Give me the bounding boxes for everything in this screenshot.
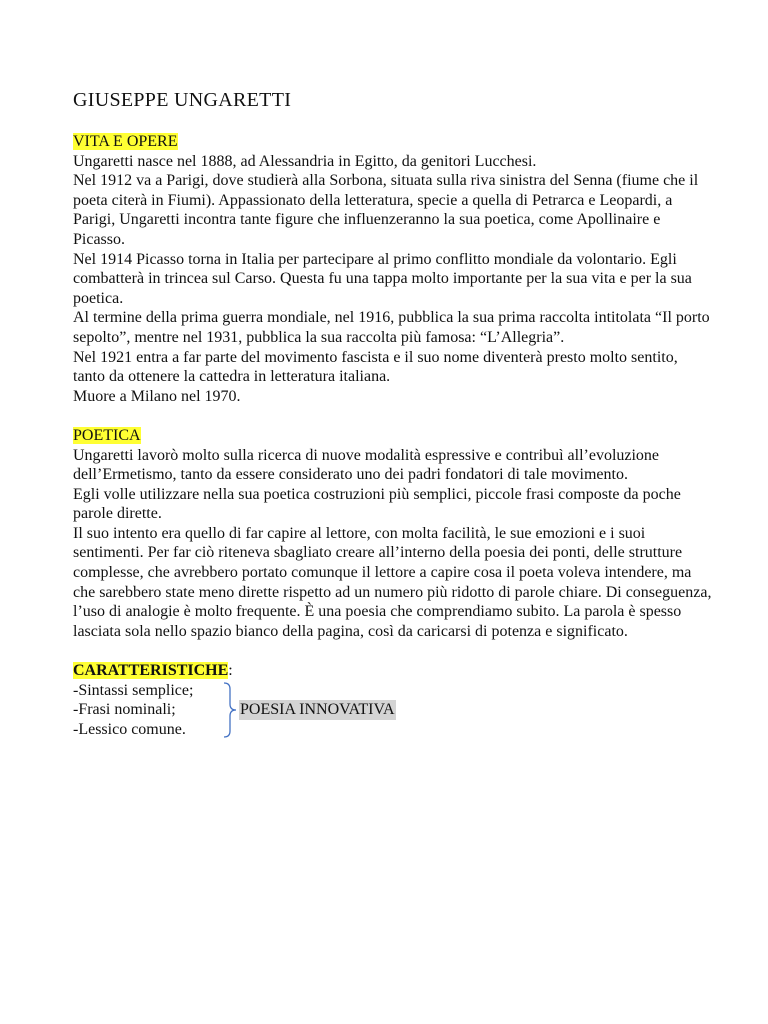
document-title: GIUSEPPE UNGARETTI bbox=[73, 89, 292, 111]
paragraph: Nel 1912 va a Parigi, dove studierà alla Sorbona, situata sulla riva sinistra del Senna (fiume che il poeta citerà in Fiumi). Appassionato della letteratura, specie a quella di Petrarca e Leopardi, a Parigi, Ungaretti incontra tante figure che influenzeranno la sua poetica, come Apollinaire e Picasso. bbox=[73, 172, 699, 248]
section-vita-e-opere bbox=[73, 132, 713, 406]
list-item: -Frasi nominali; bbox=[73, 701, 176, 719]
section-body-vita bbox=[73, 152, 713, 407]
paragraph: Muore a Milano nel 1970. bbox=[73, 387, 241, 405]
section-heading-caratteristiche bbox=[73, 661, 713, 681]
highlighted-heading-text: CARATTERISTICHE bbox=[73, 662, 229, 680]
paragraph: Ungaretti nasce nel 1888, ad Alessandria in Egitto, da genitori Lucchesi. bbox=[73, 152, 537, 170]
paragraph: Egli volle utilizzare nella sua poetica costruzioni più semplici, piccole frasi composte da poche parole dirette. bbox=[73, 485, 681, 523]
list-item: -Sintassi semplice; bbox=[73, 681, 194, 699]
heading-colon: : bbox=[228, 662, 233, 680]
paragraph: Al termine della prima guerra mondiale, nel 1916, pubblica la sua prima raccolta intitolata “Il porto sepolto”, mentre nel 1931, pubblica la sua raccolta più famosa: “L’Allegria”. bbox=[73, 309, 710, 346]
section-body-poetica bbox=[73, 446, 713, 642]
highlighted-heading-text: VITA E OPERE bbox=[73, 133, 178, 150]
paragraph: Il suo intento era quello di far capire al lettore, con molta facilità, le sue emozioni e i suoi sentimenti. Per far ciò riteneva sbagliato creare all’interno della poesia dei ponti, delle strutture complesse, che avrebbero portato comunque il lettore a capire cosa il poeta voleva intendere, ma che sarebbero state meno dirette rispetto ad un numero più ridotto di parole chiare. Di conseguenza, l’uso di analogie è molto frequente. È una poesia che comprendiamo subito. La parola è spesso lasciata sola nello spazio bianco della pagina, così da caricarsi di potenza e significato. bbox=[73, 524, 712, 640]
section-caratteristiche bbox=[73, 661, 713, 741]
section-heading-vita-e-opere bbox=[73, 132, 713, 152]
paragraph: Ungaretti lavorò molto sulla ricerca di nuove modalità espressive e contribuì all’evoluzione dell’Ermetismo, tanto da essere considerato uno dei padri fondatori di tale movimento. bbox=[73, 446, 660, 484]
section-heading-poetica bbox=[73, 426, 713, 446]
characteristics-list bbox=[73, 681, 713, 741]
poesia-innovativa-label: POESIA INNOVATIVA bbox=[240, 701, 395, 719]
document-page bbox=[73, 86, 713, 741]
paragraph: Nel 1914 Picasso torna in Italia per partecipare al primo conflitto mondiale da volontario. Egli combatterà in trincea sul Carso. Questa fu una tappa molto importante per la sua vita e per la sua poetica. bbox=[73, 250, 692, 307]
list-item: -Lessico comune. bbox=[73, 720, 186, 738]
section-poetica bbox=[73, 426, 713, 642]
paragraph: Nel 1921 entra a far parte del movimento fascista e il suo nome diventerà presto molto sentito, tanto da ottenere la cattedra in letteratura italiana. bbox=[73, 348, 678, 386]
highlighted-heading-text: POETICA bbox=[73, 426, 141, 444]
